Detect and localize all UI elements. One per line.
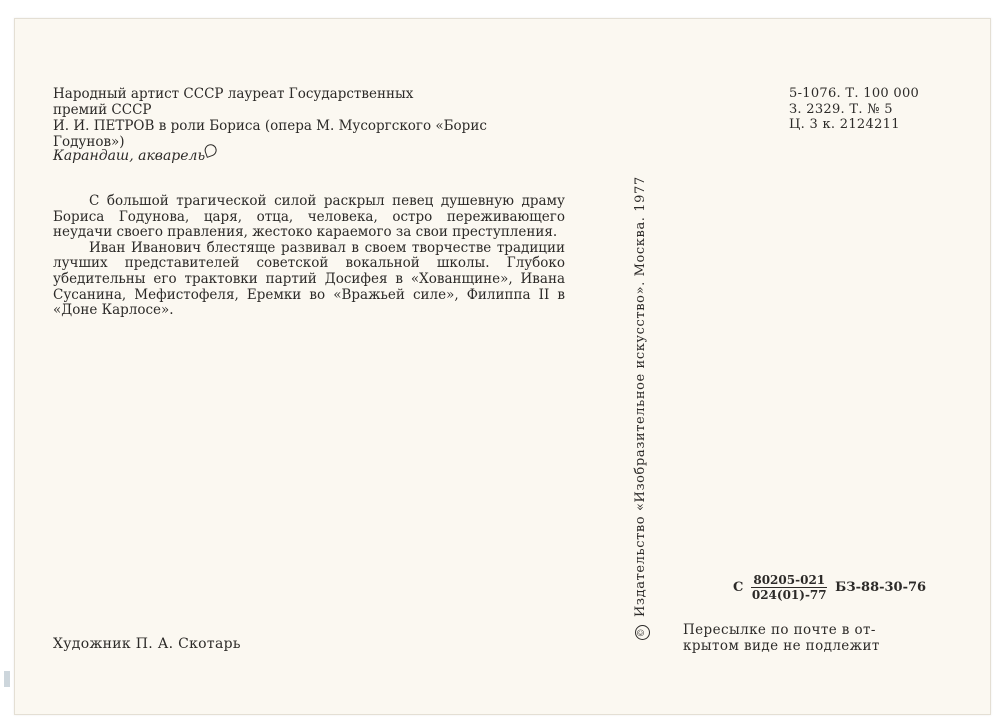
- postal-note-line-1: Пересылке по почте в от-: [683, 622, 876, 638]
- price-code-prefix: С: [733, 580, 744, 595]
- print-info: [789, 86, 919, 133]
- artwork-caption: [53, 86, 573, 150]
- description-text: [53, 194, 565, 319]
- artist-credit: Художник П. А. Скотарь: [53, 636, 241, 652]
- print-info-line-1: 5-1076. Т. 100 000: [789, 86, 920, 101]
- description-paragraph-2: Иван Иванович блестяще развивал в своем творчестве традиции лучших представителей советской вокальной школы. Глубоко убедительны его трактовки партий Досифея в «Хованщине», Ивана Сусанина, Мефистофеля, Еремки во «Вражьей силе», Филиппа II в «Доне Карлосе».: [53, 239, 565, 319]
- price-code-suffix: БЗ-88-30-76: [835, 580, 927, 595]
- price-code-fraction: [751, 573, 827, 602]
- publisher-imprint: [633, 100, 650, 640]
- postal-note: [683, 622, 923, 654]
- caption-line-3: И. И. ПЕТРОВ в роли Бориса (опера М. Мусоргского «Борис: [53, 118, 487, 134]
- price-code: [733, 573, 926, 602]
- caption-line-2: премий СССР: [53, 102, 152, 118]
- caption-line-4: Годунов»): [53, 134, 125, 150]
- medium-text: Карандаш, акварель: [53, 148, 206, 164]
- copyright-icon: ©: [635, 625, 650, 640]
- price-code-numerator: 80205-021: [753, 573, 826, 587]
- artwork-medium: [53, 148, 218, 164]
- publisher-line: [633, 176, 650, 640]
- caption-line-1: Народный артист СССР лауреат Государственных: [53, 86, 414, 102]
- print-info-line-2: З. 2329. Т. № 5: [789, 101, 893, 117]
- print-info-line-3: Ц. 3 к. 2124211: [789, 117, 900, 132]
- price-code-denominator: 024(01)-77: [751, 588, 827, 602]
- description-paragraph-1: С большой трагической силой раскрыл певец душевную драму Бориса Годунова, царя, отца, человека, остро переживающего неудачи своего правления, жестоко караемого за свои преступления.: [53, 193, 565, 241]
- publisher-text: Издательство «Изобразительное искусство». Москва. 1977: [633, 176, 648, 617]
- scanner-edge-mark: [4, 671, 10, 687]
- postal-note-line-2: крытом виде не подлежит: [683, 638, 880, 654]
